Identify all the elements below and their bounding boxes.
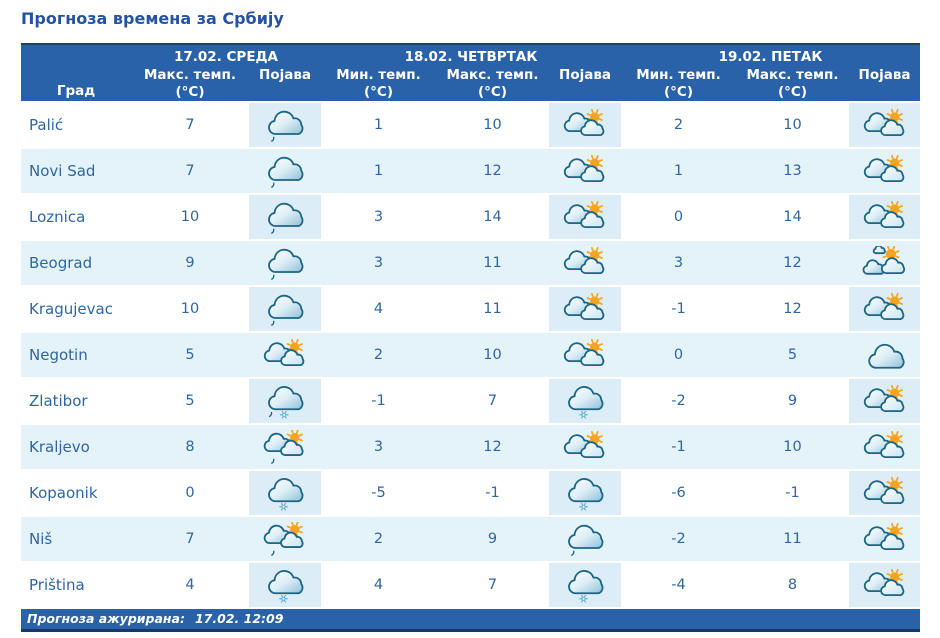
- day2-min-temp: 2: [321, 517, 436, 563]
- day1-weather-cell: [249, 103, 321, 149]
- day2-weather-cell: [549, 425, 621, 471]
- cloud-icon: [861, 338, 909, 374]
- clouds-sun-icon: [561, 154, 609, 190]
- day2-weather-cell: [549, 149, 621, 195]
- day3-max-temp: -1: [736, 471, 849, 517]
- clouds-sun-drizzle-icon: [261, 522, 309, 558]
- column-header: Појава: [249, 67, 321, 103]
- day2-max-temp: 9: [436, 517, 549, 563]
- day2-max-temp: 10: [436, 333, 549, 379]
- forecast-row: [21, 241, 920, 287]
- city-name: Kraljevo: [21, 425, 131, 471]
- day2-min-temp: 3: [321, 425, 436, 471]
- clouds-sun-icon: [561, 108, 609, 144]
- column-header: Појава: [549, 67, 621, 103]
- day2-max-temp: 10: [436, 103, 549, 149]
- cloud-drizzle-icon: [261, 154, 309, 190]
- forecast-table: [21, 43, 920, 609]
- day-header: 17.02. СРЕДА: [131, 43, 321, 67]
- clouds-sun-icon: [561, 292, 609, 328]
- day2-max-temp: 7: [436, 563, 549, 609]
- day3-min-temp: -2: [621, 379, 736, 425]
- forecast-row: [21, 149, 920, 195]
- sun-clouds-icon: [861, 246, 909, 282]
- day2-weather-cell: [549, 471, 621, 517]
- day2-max-temp: 7: [436, 379, 549, 425]
- day3-weather-cell: [849, 287, 920, 333]
- forecast-rows: [21, 103, 920, 609]
- day3-max-temp: 11: [736, 517, 849, 563]
- day2-weather-cell: [549, 379, 621, 425]
- clouds-sun-icon: [261, 338, 309, 374]
- clouds-sun-icon: [861, 568, 909, 604]
- day2-min-temp: 1: [321, 103, 436, 149]
- clouds-sun-icon: [861, 200, 909, 236]
- day1-weather-cell: [249, 241, 321, 287]
- day2-weather-cell: [549, 241, 621, 287]
- cloud-snow-icon: [261, 568, 309, 604]
- day3-min-temp: 3: [621, 241, 736, 287]
- day1-max-temp: 8: [131, 425, 249, 471]
- forecast-row: [21, 333, 920, 379]
- day2-weather-cell: [549, 333, 621, 379]
- day3-max-temp: 9: [736, 379, 849, 425]
- city-name: Beograd: [21, 241, 131, 287]
- clouds-sun-icon: [861, 108, 909, 144]
- clouds-sun-icon: [561, 430, 609, 466]
- day3-weather-cell: [849, 517, 920, 563]
- column-header-city: Град: [21, 43, 131, 103]
- day1-weather-cell: [249, 195, 321, 241]
- day2-weather-cell: [549, 103, 621, 149]
- update-label: Прогноза ажурирана:: [27, 611, 185, 626]
- column-header: Макс. темп. (°C): [131, 67, 249, 103]
- day2-weather-cell: [549, 287, 621, 333]
- forecast-row: [21, 103, 920, 149]
- day3-min-temp: -2: [621, 517, 736, 563]
- day1-weather-cell: [249, 563, 321, 609]
- clouds-sun-drizzle-icon: [261, 430, 309, 466]
- day1-weather-cell: [249, 287, 321, 333]
- day1-max-temp: 4: [131, 563, 249, 609]
- column-header-row: [21, 67, 920, 103]
- day1-weather-cell: [249, 149, 321, 195]
- day2-max-temp: -1: [436, 471, 549, 517]
- cloud-snow-icon: [261, 476, 309, 512]
- city-name: Niš: [21, 517, 131, 563]
- city-name: Palić: [21, 103, 131, 149]
- city-name: Negotin: [21, 333, 131, 379]
- day3-max-temp: 12: [736, 241, 849, 287]
- date-header-row: [21, 43, 920, 67]
- forecast-row: [21, 379, 920, 425]
- city-name: Priština: [21, 563, 131, 609]
- forecast-row: [21, 287, 920, 333]
- update-time: 17.02. 12:09: [194, 611, 284, 626]
- day1-weather-cell: [249, 333, 321, 379]
- column-header: Мин. темп. (°C): [621, 67, 736, 103]
- day2-min-temp: 1: [321, 149, 436, 195]
- day3-max-temp: 10: [736, 425, 849, 471]
- cloud-snow-icon: [561, 384, 609, 420]
- day1-weather-cell: [249, 517, 321, 563]
- day2-min-temp: 4: [321, 287, 436, 333]
- day3-min-temp: 0: [621, 195, 736, 241]
- column-header: Макс. темп. (°C): [436, 67, 549, 103]
- day1-weather-cell: [249, 425, 321, 471]
- day2-max-temp: 11: [436, 241, 549, 287]
- day3-min-temp: 0: [621, 333, 736, 379]
- day-header: 19.02. ПЕТАК: [621, 43, 920, 67]
- cloud-drizzle-snow-icon: [261, 384, 309, 420]
- cloud-drizzle-icon: [261, 246, 309, 282]
- day3-min-temp: 2: [621, 103, 736, 149]
- day1-max-temp: 10: [131, 195, 249, 241]
- clouds-sun-icon: [561, 246, 609, 282]
- cloud-drizzle-icon: [561, 522, 609, 558]
- day3-weather-cell: [849, 333, 920, 379]
- clouds-sun-icon: [861, 476, 909, 512]
- clouds-sun-icon: [861, 430, 909, 466]
- day2-max-temp: 12: [436, 425, 549, 471]
- day1-weather-cell: [249, 471, 321, 517]
- page-title: Прогноза времена за Србију: [21, 9, 284, 28]
- day2-weather-cell: [549, 517, 621, 563]
- clouds-sun-icon: [861, 292, 909, 328]
- clouds-sun-icon: [561, 338, 609, 374]
- day2-min-temp: -1: [321, 379, 436, 425]
- day1-max-temp: 10: [131, 287, 249, 333]
- column-header: Појава: [849, 67, 920, 103]
- day3-weather-cell: [849, 425, 920, 471]
- day3-min-temp: -1: [621, 287, 736, 333]
- update-bar: [21, 609, 920, 632]
- day3-min-temp: 1: [621, 149, 736, 195]
- city-name: Kopaonik: [21, 471, 131, 517]
- day1-max-temp: 0: [131, 471, 249, 517]
- day2-max-temp: 14: [436, 195, 549, 241]
- column-header: Мин. темп. (°C): [321, 67, 436, 103]
- cloud-drizzle-icon: [261, 292, 309, 328]
- city-name: Novi Sad: [21, 149, 131, 195]
- day2-max-temp: 11: [436, 287, 549, 333]
- day2-min-temp: 4: [321, 563, 436, 609]
- forecast-row: [21, 563, 920, 609]
- clouds-sun-icon: [561, 200, 609, 236]
- day3-min-temp: -4: [621, 563, 736, 609]
- day1-max-temp: 5: [131, 333, 249, 379]
- day3-weather-cell: [849, 149, 920, 195]
- day2-max-temp: 12: [436, 149, 549, 195]
- cloud-drizzle-icon: [261, 108, 309, 144]
- city-name: Zlatibor: [21, 379, 131, 425]
- cloud-drizzle-icon: [261, 200, 309, 236]
- forecast-row: [21, 471, 920, 517]
- day1-max-temp: 7: [131, 517, 249, 563]
- day3-max-temp: 10: [736, 103, 849, 149]
- column-header: Макс. темп. (°C): [736, 67, 849, 103]
- day3-weather-cell: [849, 471, 920, 517]
- day3-weather-cell: [849, 103, 920, 149]
- forecast-row: [21, 425, 920, 471]
- clouds-sun-icon: [861, 384, 909, 420]
- day2-min-temp: -5: [321, 471, 436, 517]
- day2-weather-cell: [549, 563, 621, 609]
- day3-max-temp: 5: [736, 333, 849, 379]
- day3-min-temp: -1: [621, 425, 736, 471]
- day1-max-temp: 7: [131, 149, 249, 195]
- day-header: 18.02. ЧЕТВРТАК: [321, 43, 621, 67]
- day1-max-temp: 5: [131, 379, 249, 425]
- day3-weather-cell: [849, 563, 920, 609]
- day3-max-temp: 13: [736, 149, 849, 195]
- day3-min-temp: -6: [621, 471, 736, 517]
- day2-min-temp: 2: [321, 333, 436, 379]
- day3-max-temp: 8: [736, 563, 849, 609]
- city-name: Loznica: [21, 195, 131, 241]
- day2-weather-cell: [549, 195, 621, 241]
- day3-max-temp: 14: [736, 195, 849, 241]
- day3-max-temp: 12: [736, 287, 849, 333]
- day3-weather-cell: [849, 241, 920, 287]
- day1-max-temp: 7: [131, 103, 249, 149]
- forecast-row: [21, 195, 920, 241]
- clouds-sun-icon: [861, 154, 909, 190]
- cloud-snow-icon: [561, 568, 609, 604]
- day1-max-temp: 9: [131, 241, 249, 287]
- day2-min-temp: 3: [321, 195, 436, 241]
- cloud-snow-icon: [561, 476, 609, 512]
- clouds-sun-icon: [861, 522, 909, 558]
- day1-weather-cell: [249, 379, 321, 425]
- day2-min-temp: 3: [321, 241, 436, 287]
- day3-weather-cell: [849, 379, 920, 425]
- forecast-row: [21, 517, 920, 563]
- day3-weather-cell: [849, 195, 920, 241]
- city-name: Kragujevac: [21, 287, 131, 333]
